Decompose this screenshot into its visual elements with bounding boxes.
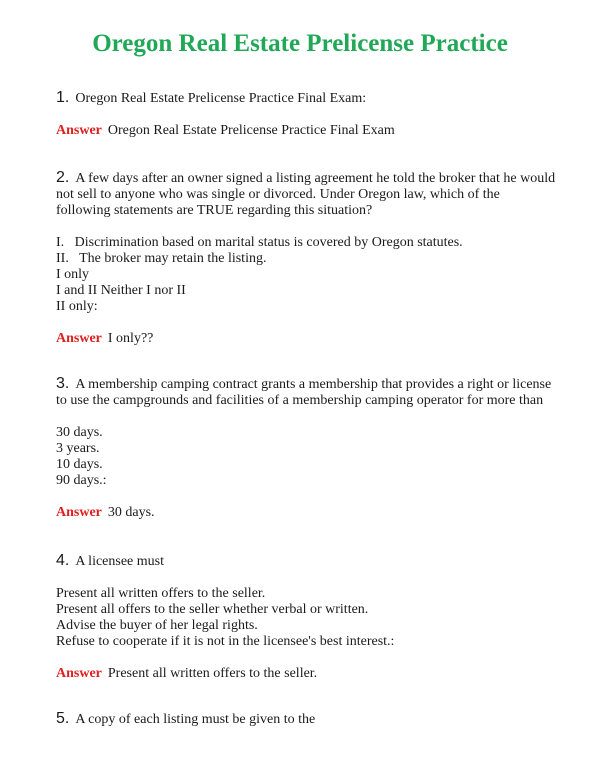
option: 90 days.: <box>56 473 107 488</box>
question-text: Oregon Real Estate Prelicense Practice Final Exam: <box>75 91 367 106</box>
question-text: A membership camping contract grants a membership that provides a right or license to use the campgrounds and facilities of a membership camping operator for more than <box>56 377 552 408</box>
option-list <box>56 235 556 315</box>
option: 10 days. <box>56 457 103 472</box>
question-2-text-line <box>56 170 556 219</box>
answer-text: Present all written offers to the seller. <box>107 666 318 681</box>
question-number: 5. <box>56 710 70 727</box>
question-2 <box>56 170 556 347</box>
question-5-text-line <box>56 711 556 728</box>
question-4-text-line <box>56 553 556 570</box>
answer-label: Answer <box>56 666 102 681</box>
question-1 <box>56 90 556 139</box>
question-5 <box>56 711 556 728</box>
option: Advise the buyer of her legal rights. <box>56 618 258 633</box>
option: Refuse to cooperate if it is not in the licensee's best interest.: <box>56 634 395 649</box>
answer-label: Answer <box>56 331 102 346</box>
question-number: 1. <box>56 89 70 106</box>
option: I. Discrimination based on marital status is covered by Oregon statutes. <box>56 235 463 250</box>
option: Present all offers to the seller whether verbal or written. <box>56 602 369 617</box>
question-number: 2. <box>56 169 70 186</box>
answer-text: Oregon Real Estate Prelicense Practice Final Exam <box>107 123 395 138</box>
question-1-text-line <box>56 90 556 107</box>
question-3 <box>56 376 556 521</box>
question-3-text-line <box>56 376 556 409</box>
answer <box>56 666 556 682</box>
answer-label: Answer <box>56 505 102 520</box>
page-title: Oregon Real Estate Prelicense Practice <box>92 30 508 57</box>
option: I and II Neither I nor II <box>56 283 186 298</box>
answer <box>56 331 556 347</box>
question-text: A licensee must <box>75 554 164 569</box>
option: II only: <box>56 299 98 314</box>
answer-text: 30 days. <box>107 505 155 520</box>
answer-text: I only?? <box>107 331 154 346</box>
question-number: 3. <box>56 375 70 392</box>
question-number: 4. <box>56 552 70 569</box>
option-list <box>56 586 556 650</box>
question-4 <box>56 553 556 682</box>
option: 30 days. <box>56 425 103 440</box>
option: Present all written offers to the seller. <box>56 586 266 601</box>
option: II. The broker may retain the listing. <box>56 251 267 266</box>
answer-label: Answer <box>56 123 102 138</box>
answer <box>56 123 556 139</box>
answer <box>56 505 556 521</box>
question-text: A copy of each listing must be given to the <box>75 712 316 727</box>
question-text: A few days after an owner signed a listing agreement he told the broker that he would not sell to anyone who was single or divorced. Under Oregon law, which of the following statements are TRUE regarding this situation? <box>56 171 556 218</box>
option: I only <box>56 267 90 282</box>
option-list <box>56 425 556 489</box>
option: 3 years. <box>56 441 100 456</box>
